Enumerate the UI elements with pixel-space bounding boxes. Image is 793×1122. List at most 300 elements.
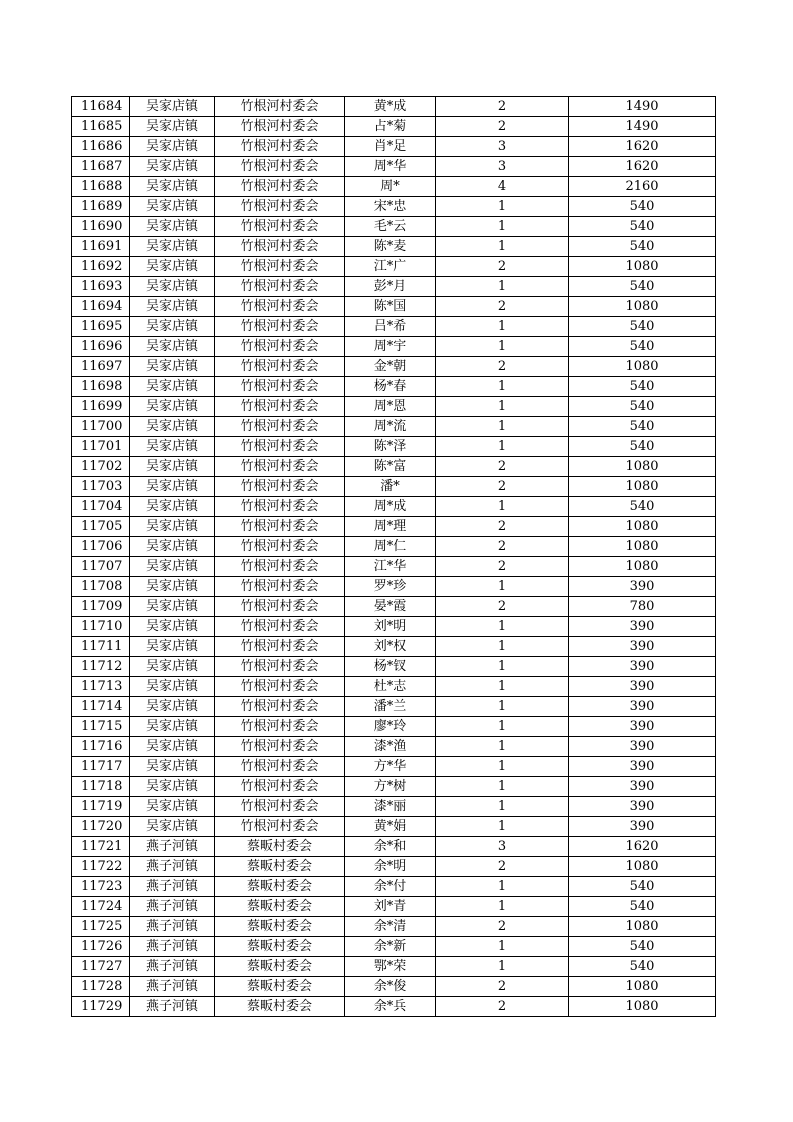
serial-number-cell: 11709 [72,597,130,617]
township-cell: 吴家店镇 [130,177,215,197]
township-cell: 吴家店镇 [130,277,215,297]
township-cell: 吴家店镇 [130,137,215,157]
household-size-cell: 2 [436,997,569,1017]
household-size-cell: 1 [436,697,569,717]
village-committee-cell: 竹根河村委会 [215,297,345,317]
serial-number-cell: 11720 [72,817,130,837]
village-committee-cell: 竹根河村委会 [215,697,345,717]
household-size-cell: 2 [436,457,569,477]
amount-cell: 540 [569,277,716,297]
village-committee-cell: 竹根河村委会 [215,477,345,497]
name-cell: 余*和 [345,837,436,857]
name-cell: 余*清 [345,917,436,937]
amount-cell: 540 [569,437,716,457]
township-cell: 吴家店镇 [130,817,215,837]
village-committee-cell: 竹根河村委会 [215,137,345,157]
township-cell: 燕子河镇 [130,837,215,857]
household-size-cell: 1 [436,717,569,737]
table-row [72,597,716,617]
township-cell: 吴家店镇 [130,117,215,137]
township-cell: 吴家店镇 [130,477,215,497]
amount-cell: 390 [569,677,716,697]
village-committee-cell: 竹根河村委会 [215,557,345,577]
name-cell: 余*新 [345,937,436,957]
household-size-cell: 2 [436,557,569,577]
serial-number-cell: 11690 [72,217,130,237]
household-size-cell: 1 [436,497,569,517]
amount-cell: 540 [569,497,716,517]
serial-number-cell: 11689 [72,197,130,217]
village-committee-cell: 竹根河村委会 [215,177,345,197]
name-cell: 占*菊 [345,117,436,137]
amount-cell: 1080 [569,457,716,477]
amount-cell: 780 [569,597,716,617]
serial-number-cell: 11687 [72,157,130,177]
name-cell: 毛*云 [345,217,436,237]
amount-cell: 540 [569,937,716,957]
village-committee-cell: 竹根河村委会 [215,397,345,417]
name-cell: 余*兵 [345,997,436,1017]
household-size-cell: 1 [436,657,569,677]
household-size-cell: 2 [436,917,569,937]
table-row [72,777,716,797]
household-size-cell: 2 [436,857,569,877]
village-committee-cell: 竹根河村委会 [215,337,345,357]
name-cell: 周*成 [345,497,436,517]
household-size-cell: 1 [436,417,569,437]
village-committee-cell: 蔡畈村委会 [215,937,345,957]
township-cell: 吴家店镇 [130,357,215,377]
township-cell: 吴家店镇 [130,737,215,757]
amount-cell: 540 [569,397,716,417]
name-cell: 江*华 [345,557,436,577]
village-committee-cell: 竹根河村委会 [215,517,345,537]
township-cell: 吴家店镇 [130,157,215,177]
township-cell: 燕子河镇 [130,897,215,917]
table-row [72,357,716,377]
name-cell: 金*朝 [345,357,436,377]
serial-number-cell: 11707 [72,557,130,577]
village-committee-cell: 竹根河村委会 [215,457,345,477]
household-size-cell: 1 [436,757,569,777]
name-cell: 吕*希 [345,317,436,337]
serial-number-cell: 11697 [72,357,130,377]
table-row [72,277,716,297]
serial-number-cell: 11714 [72,697,130,717]
name-cell: 周*宇 [345,337,436,357]
table-row [72,297,716,317]
village-committee-cell: 竹根河村委会 [215,377,345,397]
table-row [72,257,716,277]
village-committee-cell: 竹根河村委会 [215,217,345,237]
name-cell: 潘*兰 [345,697,436,717]
amount-cell: 1490 [569,97,716,117]
amount-cell: 540 [569,237,716,257]
village-committee-cell: 竹根河村委会 [215,277,345,297]
household-size-cell: 1 [436,637,569,657]
name-cell: 周* [345,177,436,197]
amount-cell: 540 [569,377,716,397]
household-size-cell: 1 [436,317,569,337]
township-cell: 吴家店镇 [130,317,215,337]
serial-number-cell: 11698 [72,377,130,397]
township-cell: 吴家店镇 [130,257,215,277]
table-body [72,97,716,1017]
serial-number-cell: 11704 [72,497,130,517]
name-cell: 鄂*荣 [345,957,436,977]
table-row [72,837,716,857]
serial-number-cell: 11721 [72,837,130,857]
household-size-cell: 2 [436,357,569,377]
serial-number-cell: 11695 [72,317,130,337]
household-size-cell: 1 [436,617,569,637]
township-cell: 吴家店镇 [130,577,215,597]
township-cell: 吴家店镇 [130,337,215,357]
township-cell: 燕子河镇 [130,877,215,897]
village-committee-cell: 蔡畈村委会 [215,837,345,857]
household-size-cell: 1 [436,217,569,237]
township-cell: 燕子河镇 [130,857,215,877]
village-committee-cell: 竹根河村委会 [215,657,345,677]
township-cell: 吴家店镇 [130,777,215,797]
name-cell: 晏*霞 [345,597,436,617]
name-cell: 周*仁 [345,537,436,557]
name-cell: 彭*月 [345,277,436,297]
table-row [72,677,716,697]
household-size-cell: 1 [436,877,569,897]
table-row [72,497,716,517]
amount-cell: 390 [569,797,716,817]
table-row [72,437,716,457]
table-row [72,657,716,677]
table-row [72,137,716,157]
table-row [72,577,716,597]
amount-cell: 2160 [569,177,716,197]
name-cell: 陈*麦 [345,237,436,257]
table-row [72,757,716,777]
amount-cell: 390 [569,577,716,597]
amount-cell: 390 [569,697,716,717]
serial-number-cell: 11722 [72,857,130,877]
amount-cell: 390 [569,717,716,737]
table-row [72,957,716,977]
table-row [72,637,716,657]
amount-cell: 1620 [569,137,716,157]
table-row [72,617,716,637]
serial-number-cell: 11699 [72,397,130,417]
serial-number-cell: 11706 [72,537,130,557]
amount-cell: 1080 [569,297,716,317]
township-cell: 吴家店镇 [130,297,215,317]
household-size-cell: 4 [436,177,569,197]
household-size-cell: 1 [436,277,569,297]
table-row [72,997,716,1017]
table-row [72,737,716,757]
table-row [72,937,716,957]
name-cell: 周*流 [345,417,436,437]
table-row [72,897,716,917]
township-cell: 燕子河镇 [130,997,215,1017]
table-row [72,417,716,437]
amount-cell: 1080 [569,257,716,277]
amount-cell: 1080 [569,557,716,577]
village-committee-cell: 蔡畈村委会 [215,997,345,1017]
table-row [72,917,716,937]
name-cell: 刘*权 [345,637,436,657]
township-cell: 吴家店镇 [130,697,215,717]
table-row [72,697,716,717]
household-size-cell: 1 [436,197,569,217]
household-size-cell: 3 [436,837,569,857]
table-row [72,217,716,237]
village-committee-cell: 竹根河村委会 [215,757,345,777]
township-cell: 吴家店镇 [130,597,215,617]
village-committee-cell: 竹根河村委会 [215,577,345,597]
household-size-cell: 1 [436,337,569,357]
village-committee-cell: 竹根河村委会 [215,617,345,637]
table-row [72,517,716,537]
amount-cell: 390 [569,657,716,677]
table-row [72,857,716,877]
serial-number-cell: 11718 [72,777,130,797]
village-committee-cell: 竹根河村委会 [215,97,345,117]
serial-number-cell: 11723 [72,877,130,897]
village-committee-cell: 竹根河村委会 [215,497,345,517]
amount-cell: 1490 [569,117,716,137]
serial-number-cell: 11693 [72,277,130,297]
household-size-cell: 1 [436,897,569,917]
table-row [72,537,716,557]
serial-number-cell: 11728 [72,977,130,997]
amount-cell: 390 [569,817,716,837]
table-row [72,317,716,337]
household-size-cell: 1 [436,817,569,837]
table-row [72,457,716,477]
amount-cell: 1080 [569,917,716,937]
village-committee-cell: 蔡畈村委会 [215,877,345,897]
serial-number-cell: 11684 [72,97,130,117]
name-cell: 周*理 [345,517,436,537]
table-row [72,397,716,417]
household-size-cell: 2 [436,97,569,117]
township-cell: 吴家店镇 [130,657,215,677]
serial-number-cell: 11725 [72,917,130,937]
amount-cell: 390 [569,757,716,777]
amount-cell: 1080 [569,357,716,377]
table-row [72,877,716,897]
amount-cell: 540 [569,317,716,337]
amount-cell: 1080 [569,857,716,877]
household-size-cell: 2 [436,597,569,617]
village-committee-cell: 竹根河村委会 [215,257,345,277]
village-committee-cell: 竹根河村委会 [215,537,345,557]
village-committee-cell: 竹根河村委会 [215,317,345,337]
amount-cell: 390 [569,737,716,757]
table-row [72,157,716,177]
village-committee-cell: 竹根河村委会 [215,157,345,177]
table-row [72,477,716,497]
village-committee-cell: 蔡畈村委会 [215,977,345,997]
serial-number-cell: 11711 [72,637,130,657]
table-row [72,797,716,817]
household-size-cell: 1 [436,377,569,397]
township-cell: 吴家店镇 [130,397,215,417]
table-row [72,977,716,997]
beneficiary-table [71,96,716,1017]
name-cell: 黄*成 [345,97,436,117]
serial-number-cell: 11713 [72,677,130,697]
name-cell: 杨*春 [345,377,436,397]
township-cell: 吴家店镇 [130,497,215,517]
household-size-cell: 3 [436,137,569,157]
serial-number-cell: 11692 [72,257,130,277]
amount-cell: 540 [569,197,716,217]
household-size-cell: 1 [436,957,569,977]
serial-number-cell: 11712 [72,657,130,677]
household-size-cell: 2 [436,257,569,277]
name-cell: 余*明 [345,857,436,877]
household-size-cell: 1 [436,577,569,597]
village-committee-cell: 竹根河村委会 [215,357,345,377]
amount-cell: 1080 [569,977,716,997]
table-row [72,557,716,577]
amount-cell: 1620 [569,157,716,177]
name-cell: 廖*玲 [345,717,436,737]
name-cell: 漆*丽 [345,797,436,817]
serial-number-cell: 11716 [72,737,130,757]
village-committee-cell: 蔡畈村委会 [215,957,345,977]
household-size-cell: 1 [436,397,569,417]
household-size-cell: 2 [436,537,569,557]
table-row [72,237,716,257]
township-cell: 燕子河镇 [130,917,215,937]
name-cell: 肖*足 [345,137,436,157]
serial-number-cell: 11710 [72,617,130,637]
village-committee-cell: 竹根河村委会 [215,797,345,817]
village-committee-cell: 蔡畈村委会 [215,897,345,917]
table-row [72,197,716,217]
name-cell: 方*树 [345,777,436,797]
serial-number-cell: 11694 [72,297,130,317]
village-committee-cell: 竹根河村委会 [215,737,345,757]
amount-cell: 1620 [569,837,716,857]
household-size-cell: 2 [436,297,569,317]
name-cell: 方*华 [345,757,436,777]
township-cell: 吴家店镇 [130,197,215,217]
name-cell: 陈*泽 [345,437,436,457]
amount-cell: 1080 [569,997,716,1017]
name-cell: 潘* [345,477,436,497]
name-cell: 宋*忠 [345,197,436,217]
village-committee-cell: 竹根河村委会 [215,677,345,697]
serial-number-cell: 11705 [72,517,130,537]
serial-number-cell: 11696 [72,337,130,357]
table-row [72,377,716,397]
village-committee-cell: 蔡畈村委会 [215,857,345,877]
township-cell: 吴家店镇 [130,377,215,397]
household-size-cell: 1 [436,737,569,757]
name-cell: 漆*渔 [345,737,436,757]
serial-number-cell: 11719 [72,797,130,817]
name-cell: 杨*钗 [345,657,436,677]
village-committee-cell: 竹根河村委会 [215,437,345,457]
village-committee-cell: 竹根河村委会 [215,417,345,437]
household-size-cell: 1 [436,677,569,697]
name-cell: 陈*国 [345,297,436,317]
village-committee-cell: 竹根河村委会 [215,237,345,257]
amount-cell: 540 [569,337,716,357]
household-size-cell: 2 [436,977,569,997]
name-cell: 黄*娟 [345,817,436,837]
household-size-cell: 1 [436,437,569,457]
serial-number-cell: 11701 [72,437,130,457]
amount-cell: 540 [569,897,716,917]
village-committee-cell: 竹根河村委会 [215,197,345,217]
amount-cell: 540 [569,877,716,897]
name-cell: 陈*富 [345,457,436,477]
name-cell: 罗*珍 [345,577,436,597]
household-size-cell: 1 [436,937,569,957]
table-row [72,337,716,357]
township-cell: 吴家店镇 [130,797,215,817]
household-size-cell: 1 [436,797,569,817]
serial-number-cell: 11702 [72,457,130,477]
township-cell: 吴家店镇 [130,217,215,237]
township-cell: 吴家店镇 [130,437,215,457]
name-cell: 余*付 [345,877,436,897]
serial-number-cell: 11727 [72,957,130,977]
village-committee-cell: 竹根河村委会 [215,637,345,657]
amount-cell: 390 [569,777,716,797]
household-size-cell: 1 [436,777,569,797]
township-cell: 吴家店镇 [130,237,215,257]
township-cell: 吴家店镇 [130,677,215,697]
household-size-cell: 2 [436,517,569,537]
name-cell: 刘*明 [345,617,436,637]
township-cell: 吴家店镇 [130,457,215,477]
serial-number-cell: 11688 [72,177,130,197]
serial-number-cell: 11724 [72,897,130,917]
village-committee-cell: 蔡畈村委会 [215,917,345,937]
serial-number-cell: 11708 [72,577,130,597]
township-cell: 吴家店镇 [130,637,215,657]
village-committee-cell: 竹根河村委会 [215,597,345,617]
township-cell: 吴家店镇 [130,417,215,437]
village-committee-cell: 竹根河村委会 [215,777,345,797]
household-size-cell: 2 [436,117,569,137]
name-cell: 周*华 [345,157,436,177]
township-cell: 吴家店镇 [130,617,215,637]
serial-number-cell: 11691 [72,237,130,257]
household-size-cell: 3 [436,157,569,177]
township-cell: 吴家店镇 [130,537,215,557]
amount-cell: 390 [569,637,716,657]
serial-number-cell: 11715 [72,717,130,737]
township-cell: 吴家店镇 [130,97,215,117]
amount-cell: 1080 [569,477,716,497]
serial-number-cell: 11700 [72,417,130,437]
township-cell: 吴家店镇 [130,557,215,577]
village-committee-cell: 竹根河村委会 [215,817,345,837]
serial-number-cell: 11726 [72,937,130,957]
amount-cell: 540 [569,957,716,977]
township-cell: 燕子河镇 [130,977,215,997]
village-committee-cell: 竹根河村委会 [215,717,345,737]
amount-cell: 540 [569,417,716,437]
serial-number-cell: 11729 [72,997,130,1017]
name-cell: 刘*青 [345,897,436,917]
township-cell: 吴家店镇 [130,757,215,777]
